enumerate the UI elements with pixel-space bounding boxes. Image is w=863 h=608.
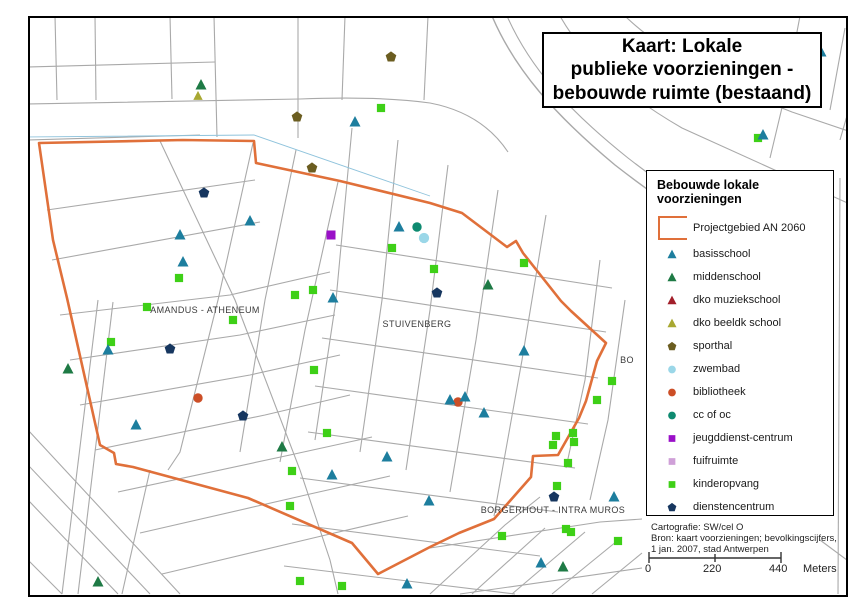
marker-basisschool bbox=[244, 215, 255, 226]
marker-bibliotheek bbox=[193, 393, 202, 402]
marker-kinderopvang bbox=[520, 259, 528, 267]
marker-kinderopvang bbox=[498, 532, 506, 540]
marker-kinderopvang bbox=[296, 577, 304, 585]
legend-item-label: sporthal bbox=[693, 340, 733, 353]
marker-dko-beeldk-school bbox=[193, 91, 202, 100]
legend-item-projectgebied-an-2060 bbox=[657, 213, 825, 243]
legend-item-label: fuifruimte bbox=[693, 455, 739, 468]
legend-item-label: dienstencentrum bbox=[693, 501, 775, 514]
legend-item-label: dko muziekschool bbox=[693, 294, 781, 307]
legend-title-line: Bebouwde lokale bbox=[657, 178, 760, 192]
map-area-label: STUIVENBERG bbox=[382, 319, 452, 329]
cc-of-oc-icon bbox=[657, 407, 687, 423]
marker-kinderopvang bbox=[608, 377, 616, 385]
marker-jeugddienst-centrum bbox=[326, 230, 335, 239]
map-area-label: BO bbox=[620, 355, 634, 365]
marker-kinderopvang bbox=[388, 244, 396, 252]
marker-kinderopvang bbox=[286, 502, 294, 510]
dko-muziekschool-icon bbox=[657, 292, 687, 308]
marker-basisschool bbox=[444, 394, 455, 405]
legend-item-label: kinderopvang bbox=[693, 478, 760, 491]
legend-title-line: voorzieningen bbox=[657, 192, 742, 207]
legend-item-dko-beeldk-school bbox=[657, 312, 825, 335]
legend-item-fuifruimte bbox=[657, 450, 825, 473]
marker-middenschool bbox=[276, 441, 287, 452]
marker-basisschool bbox=[177, 256, 188, 267]
scale-bar-line bbox=[645, 550, 850, 564]
map-title-box bbox=[542, 32, 822, 108]
legend-item-kinderopvang bbox=[657, 473, 825, 496]
marker-kinderopvang bbox=[338, 582, 346, 590]
legend-item-label: middenschool bbox=[693, 271, 761, 284]
marker-basisschool bbox=[130, 419, 141, 430]
project-area-boundary bbox=[39, 140, 606, 574]
marker-kinderopvang bbox=[291, 291, 299, 299]
legend-item-basisschool bbox=[657, 243, 825, 266]
legend-item-label: Projectgebied AN 2060 bbox=[693, 221, 806, 234]
marker-kinderopvang bbox=[614, 537, 622, 545]
legend-item-sporthal bbox=[657, 335, 825, 358]
scale-tick-label: 0 bbox=[645, 563, 652, 575]
marker-kinderopvang bbox=[569, 429, 577, 437]
marker-cc-of-oc bbox=[412, 222, 421, 231]
marker-basisschool bbox=[423, 495, 434, 506]
legend-title bbox=[657, 178, 825, 207]
marker-basisschool bbox=[349, 116, 360, 127]
zwembad-icon bbox=[657, 361, 687, 377]
credits-line: Bron: kaart voorzieningen; bevolkingscijfers, bbox=[651, 533, 837, 545]
marker-kinderopvang bbox=[593, 396, 601, 404]
marker-sporthal bbox=[386, 51, 397, 61]
marker-middenschool bbox=[195, 79, 206, 90]
legend-item-label: dko beeldk school bbox=[693, 317, 782, 330]
credits-line: Cartografie: SW/cel O bbox=[651, 522, 744, 533]
legend-item-label: jeugddienst-centrum bbox=[693, 432, 793, 445]
scale-bar bbox=[645, 550, 850, 580]
map-title-line: publieke voorzieningen - bbox=[570, 59, 794, 81]
scale-unit-label: Meters bbox=[803, 563, 837, 575]
marker-kinderopvang bbox=[175, 274, 183, 282]
marker-middenschool bbox=[557, 561, 568, 572]
kinderopvang-icon bbox=[657, 476, 687, 492]
legend-item-dko-muziekschool bbox=[657, 289, 825, 312]
marker-kinderopvang bbox=[553, 482, 561, 490]
marker-basisschool bbox=[518, 345, 529, 356]
marker-kinderopvang bbox=[288, 467, 296, 475]
marker-kinderopvang bbox=[567, 528, 575, 536]
legend-items bbox=[657, 213, 825, 519]
legend-item-dienstencentrum bbox=[657, 496, 825, 519]
legend-item-cc-of-oc bbox=[657, 404, 825, 427]
legend bbox=[646, 170, 834, 516]
dienstencentrum-icon bbox=[657, 499, 687, 515]
legend-item-middenschool bbox=[657, 266, 825, 289]
sporthal-icon bbox=[657, 338, 687, 354]
marker-basisschool bbox=[381, 451, 392, 462]
marker-sporthal bbox=[292, 111, 303, 121]
basisschool-icon bbox=[657, 246, 687, 262]
marker-kinderopvang bbox=[229, 316, 237, 324]
marker-basisschool bbox=[459, 391, 470, 402]
marker-middenschool bbox=[62, 363, 73, 374]
map-area-label: BORGERHOUT - INTRA MUROS bbox=[480, 505, 626, 515]
credits-line: 1 jan. 2007, stad Antwerpen bbox=[651, 544, 769, 556]
marker-basisschool bbox=[608, 491, 619, 502]
bibliotheek-icon bbox=[657, 384, 687, 400]
legend-item-label: basisschool bbox=[693, 248, 751, 261]
legend-item-label: cc of oc bbox=[693, 409, 731, 422]
fuifruimte-icon bbox=[657, 453, 687, 469]
middenschool-icon bbox=[657, 269, 687, 285]
legend-item-label: bibliotheek bbox=[693, 386, 746, 399]
legend-item-label: zwembad bbox=[693, 363, 741, 376]
marker-basisschool bbox=[174, 229, 185, 240]
marker-kinderopvang bbox=[143, 303, 151, 311]
marker-dienstencentrum bbox=[549, 491, 560, 501]
projectgebied-an-2060-icon bbox=[657, 215, 687, 241]
marker-kinderopvang bbox=[377, 104, 385, 112]
map-area-label: AMANDUS - ATHENEUM bbox=[150, 305, 260, 315]
marker-kinderopvang bbox=[309, 286, 317, 294]
marker-zwembad bbox=[419, 233, 429, 243]
marker-dienstencentrum bbox=[199, 187, 210, 197]
scale-tick-label: 220 bbox=[703, 563, 722, 575]
marker-kinderopvang bbox=[564, 459, 572, 467]
marker-kinderopvang bbox=[323, 429, 331, 437]
scale-tick-label: 440 bbox=[769, 563, 788, 575]
legend-item-jeugddienst-centrum bbox=[657, 427, 825, 450]
marker-basisschool bbox=[401, 578, 412, 589]
marker-kinderopvang bbox=[430, 265, 438, 273]
marker-kinderopvang bbox=[570, 438, 578, 446]
marker-basisschool bbox=[326, 469, 337, 480]
marker-basisschool bbox=[535, 557, 546, 568]
marker-kinderopvang bbox=[310, 366, 318, 374]
marker-kinderopvang bbox=[549, 441, 557, 449]
marker-kinderopvang bbox=[552, 432, 560, 440]
marker-sporthal bbox=[307, 162, 318, 172]
map-title-line: bebouwde ruimte (bestaand) bbox=[552, 82, 812, 104]
legend-item-zwembad bbox=[657, 358, 825, 381]
marker-dienstencentrum bbox=[432, 287, 443, 297]
waterline bbox=[28, 135, 430, 196]
legend-item-bibliotheek bbox=[657, 381, 825, 404]
map-title-line: Kaart: Lokale bbox=[621, 36, 743, 58]
marker-basisschool bbox=[393, 221, 404, 232]
jeugddienst-centrum-icon bbox=[657, 430, 687, 446]
dko-beeldk-school-icon bbox=[657, 315, 687, 331]
